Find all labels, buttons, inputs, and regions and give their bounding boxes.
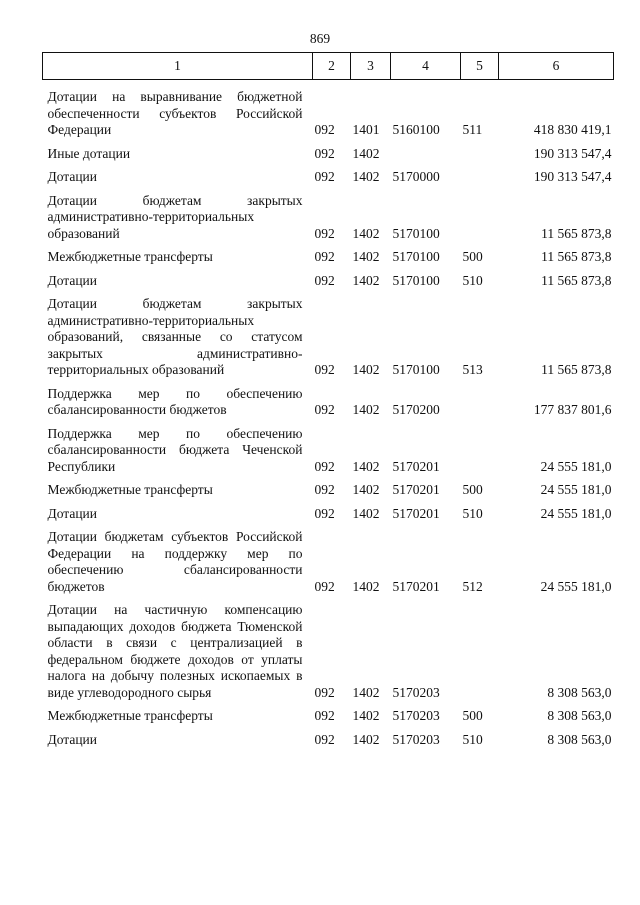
row-article-code: 5170201 <box>392 458 440 474</box>
row-expense-type-code <box>461 146 499 170</box>
row-section-code: 1402 <box>352 482 380 497</box>
row-amount: 8 308 563,0 <box>547 708 612 723</box>
row-amount: 11 565 873,8 <box>541 362 612 377</box>
table-header-row <box>43 53 614 80</box>
row-name: Дотации <box>47 505 98 521</box>
budget-table <box>42 52 614 755</box>
table-row <box>43 273 614 297</box>
table-row <box>43 426 614 483</box>
table-row <box>43 482 614 506</box>
row-ministry-code: 092 <box>314 731 335 747</box>
row-ministry-code: 092 <box>314 225 335 241</box>
row-section-code: 1402 <box>352 708 380 723</box>
row-article-code: 5170000 <box>392 169 440 184</box>
row-article-code: 5170100 <box>392 249 440 264</box>
row-article-code: 5170100 <box>392 272 440 288</box>
row-section-code: 1402 <box>352 225 380 241</box>
row-name: Иные дотации <box>47 145 131 161</box>
row-expense-type-code: 510 <box>462 731 483 747</box>
row-name: Дотации на частичную компенсацию выпадающих доходов бюджета Тюменской области в связи с централизацией в федеральном бюджете доходов от уплаты налога на добычу полезных ископаемых в виде углеводородного сырья <box>47 602 303 700</box>
row-amount: 11 565 873,8 <box>541 225 612 241</box>
table-row <box>43 386 614 426</box>
row-article-code: 5170201 <box>392 505 440 521</box>
row-article-code <box>391 146 461 170</box>
row-ministry-code: 092 <box>314 272 335 288</box>
row-article-code: 5170100 <box>392 225 440 241</box>
row-expense-type-code: 510 <box>462 505 483 521</box>
header-col-5: 5 <box>461 53 499 80</box>
row-section-code: 1402 <box>352 272 380 288</box>
row-name: Поддержка мер по обеспечению сбалансированности бюджета Чеченской Республики <box>47 425 303 474</box>
row-name: Межбюджетные трансферты <box>47 249 213 264</box>
row-expense-type-code: 510 <box>462 272 483 288</box>
row-name: Дотации <box>47 169 98 184</box>
table-body <box>43 80 614 756</box>
row-amount: 177 837 801,6 <box>533 402 612 417</box>
table-row <box>43 80 614 146</box>
table-row <box>43 169 614 193</box>
row-name: Межбюджетные трансферты <box>47 482 213 497</box>
header-col-6: 6 <box>499 53 614 80</box>
row-amount: 24 555 181,0 <box>540 458 612 474</box>
row-ministry-code: 092 <box>314 482 335 497</box>
row-name: Дотации бюджетам субъектов Российской Федерации на поддержку мер по обеспечению сбалансированности бюджетов <box>47 529 303 594</box>
table-row <box>43 602 614 708</box>
row-ministry-code: 092 <box>314 362 335 377</box>
row-expense-type-code: 500 <box>462 482 483 497</box>
row-amount: 190 313 547,4 <box>533 169 612 184</box>
table-row <box>43 249 614 273</box>
row-expense-type-code <box>461 169 499 193</box>
row-amount: 24 555 181,0 <box>540 505 612 521</box>
row-name: Дотации на выравнивание бюджетной обеспеченности субъектов Российской Федерации <box>47 89 303 137</box>
row-expense-type-code: 511 <box>462 122 483 137</box>
row-ministry-code: 092 <box>314 249 335 264</box>
row-section-code: 1402 <box>352 145 380 161</box>
header-col-3: 3 <box>351 53 391 80</box>
header-col-2: 2 <box>313 53 351 80</box>
row-section-code: 1401 <box>352 122 380 137</box>
row-name: Поддержка мер по обеспечению сбалансированности бюджетов <box>47 385 303 417</box>
table-row <box>43 529 614 602</box>
row-article-code: 5170203 <box>392 684 440 700</box>
table-row <box>43 506 614 530</box>
page-number: 869 <box>309 31 331 46</box>
row-section-code: 1402 <box>352 402 380 417</box>
row-expense-type-code: 500 <box>462 249 483 264</box>
row-article-code: 5170100 <box>392 362 440 377</box>
row-name: Дотации <box>47 272 98 288</box>
row-name: Дотации бюджетам закрытых административно-территориальных образований, связанные со статусом закрытых административно-территориальных образований <box>47 296 303 377</box>
row-expense-type-code <box>461 602 499 708</box>
row-name: Дотации <box>47 731 98 747</box>
row-section-code: 1402 <box>352 458 380 474</box>
row-expense-type-code: 512 <box>462 578 483 594</box>
row-ministry-code: 092 <box>314 708 335 723</box>
row-ministry-code: 092 <box>314 684 335 700</box>
row-section-code: 1402 <box>352 684 380 700</box>
row-amount: 190 313 547,4 <box>533 145 612 161</box>
row-expense-type-code <box>461 426 499 483</box>
row-expense-type-code <box>461 386 499 426</box>
row-section-code: 1402 <box>352 169 380 184</box>
header-col-1: 1 <box>43 53 313 80</box>
row-amount: 11 565 873,8 <box>541 249 612 264</box>
row-ministry-code: 092 <box>314 145 335 161</box>
row-article-code: 5170201 <box>392 578 440 594</box>
table-row <box>43 193 614 250</box>
row-expense-type-code <box>461 193 499 250</box>
row-article-code: 5170201 <box>392 482 440 497</box>
row-ministry-code: 092 <box>314 458 335 474</box>
row-section-code: 1402 <box>352 505 380 521</box>
row-ministry-code: 092 <box>314 122 335 137</box>
row-article-code: 5170200 <box>392 402 440 417</box>
row-name: Межбюджетные трансферты <box>47 708 213 723</box>
row-amount: 418 830 419,1 <box>533 122 612 137</box>
row-name: Дотации бюджетам закрытых административно-территориальных образований <box>47 192 303 241</box>
row-article-code: 5170203 <box>392 708 440 723</box>
row-section-code: 1402 <box>352 578 380 594</box>
row-expense-type-code: 513 <box>462 362 483 377</box>
table-row <box>43 296 614 386</box>
table-row <box>43 732 614 756</box>
row-ministry-code: 092 <box>314 169 335 184</box>
row-expense-type-code: 500 <box>462 708 483 723</box>
table-row <box>43 708 614 732</box>
header-col-4: 4 <box>391 53 461 80</box>
row-section-code: 1402 <box>352 731 380 747</box>
table-row <box>43 146 614 170</box>
row-article-code: 5160100 <box>392 122 440 137</box>
row-amount: 8 308 563,0 <box>547 684 612 700</box>
row-amount: 8 308 563,0 <box>547 731 612 747</box>
row-amount: 11 565 873,8 <box>541 272 612 288</box>
row-ministry-code: 092 <box>314 505 335 521</box>
row-section-code: 1402 <box>352 249 380 264</box>
row-section-code: 1402 <box>352 362 380 377</box>
row-article-code: 5170203 <box>392 731 440 747</box>
row-amount: 24 555 181,0 <box>540 578 612 594</box>
row-ministry-code: 092 <box>314 402 335 417</box>
row-amount: 24 555 181,0 <box>540 482 612 497</box>
row-ministry-code: 092 <box>314 578 335 594</box>
